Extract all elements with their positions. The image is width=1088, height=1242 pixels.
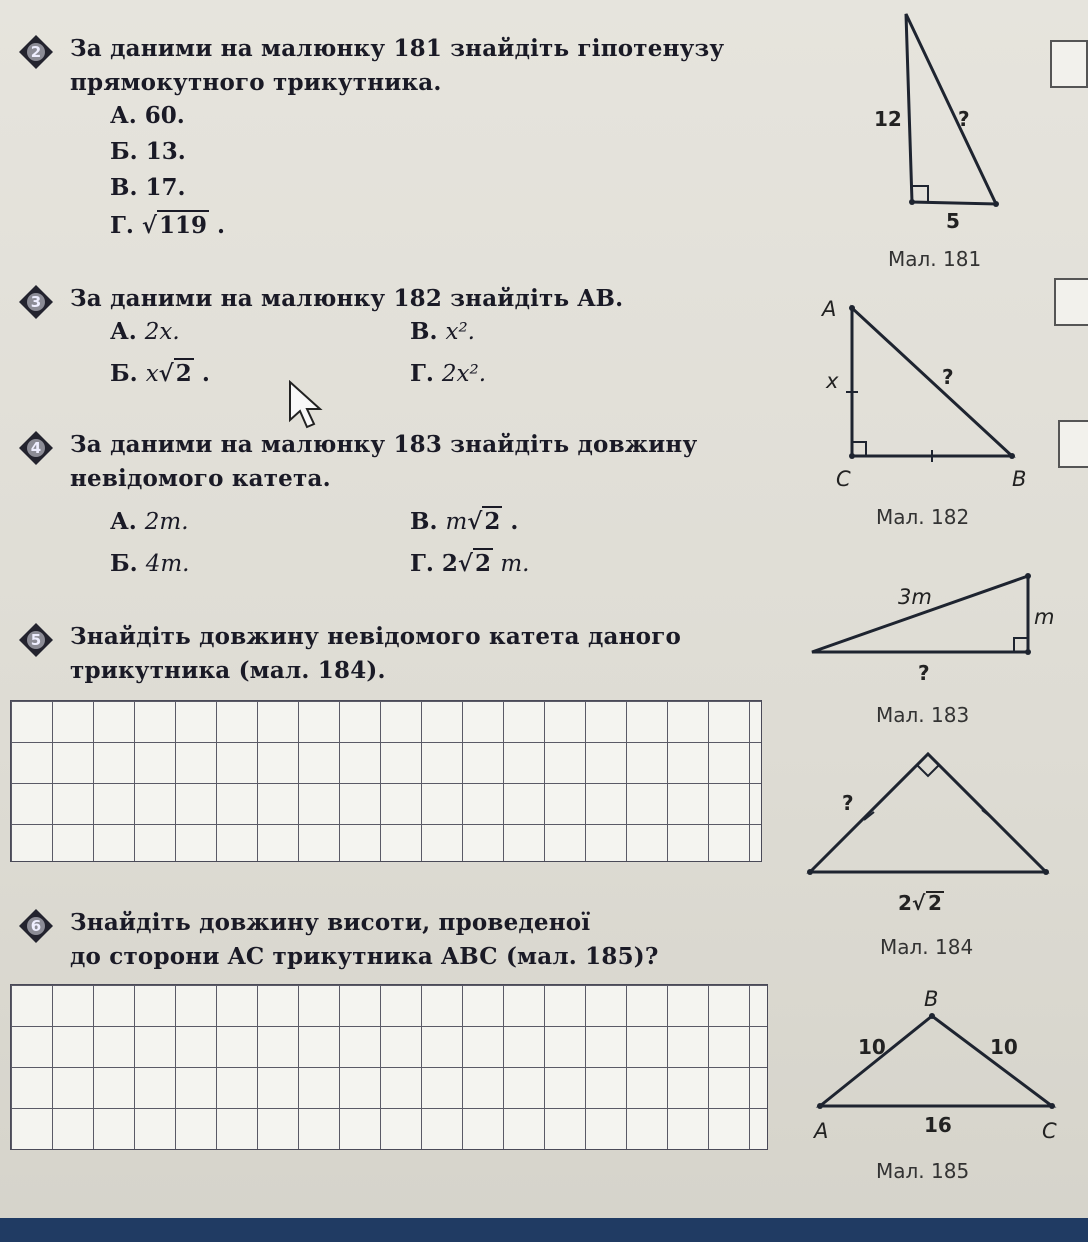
vertex-c: C [1042, 1119, 1057, 1143]
label-hypotenuse: 3m [898, 585, 932, 609]
option-b[interactable]: Б. 4m. [110, 550, 190, 577]
task-number-badge: 3 [18, 284, 54, 320]
sqrt-expression: 2√2 [441, 550, 492, 577]
vertex-b: B [1012, 467, 1027, 491]
sqrt-expression: x√2 [145, 360, 192, 387]
question-text: За даними на малюнку 182 знайдіть AB. [70, 285, 624, 312]
caption-181: Мал. 181 [888, 247, 982, 271]
option-a[interactable]: А. 2m. [110, 508, 189, 535]
figure-183 [812, 573, 1054, 727]
option-b[interactable]: Б. x√2 . [110, 358, 210, 390]
triangle-185 [820, 1016, 1052, 1106]
option-g[interactable]: Г. 2x². [410, 360, 487, 387]
label-leg: x [826, 369, 839, 393]
label-hypotenuse: ? [958, 107, 970, 131]
label-leg: m [1034, 605, 1055, 629]
triangle-181 [906, 14, 996, 204]
task-number-badge: 5 [18, 622, 54, 658]
label-leg-vertical: 12 [874, 107, 902, 131]
figure-182 [820, 297, 1026, 529]
vertex-a: A [822, 297, 837, 321]
option-v[interactable]: В. m√2 . [410, 506, 518, 538]
vertex-b: B [924, 987, 939, 1011]
sqrt-sign: √ [912, 891, 926, 915]
option-g[interactable]: Г. √119 . [110, 210, 225, 242]
right-angle-mark [912, 186, 928, 202]
label-leg-horizontal: 5 [946, 209, 960, 233]
figure-185 [812, 987, 1057, 1183]
question-text: За даними на малюнку 181 знайдіть гіпотенузу прямокутного трикутника. [70, 35, 725, 96]
label-side-ac: 16 [924, 1113, 952, 1137]
label-hypotenuse-radicand: 2 [928, 891, 942, 915]
sqrt-expression: √119 [141, 212, 208, 239]
question-text: Знайдіть довжину невідомого катета даного трикутника (мал. 184). [70, 623, 682, 684]
figure-181 [874, 14, 999, 271]
figure-184 [807, 754, 1049, 959]
option-b[interactable]: Б. 13. [110, 138, 186, 165]
screen-bottom-bar [0, 1218, 1088, 1242]
right-angle-mark [917, 765, 939, 776]
caption-184: Мал. 184 [880, 935, 974, 959]
caption-183: Мал. 183 [876, 703, 970, 727]
task-number-badge: 6 [18, 908, 54, 944]
label-hypotenuse-coef: 2 [898, 891, 912, 915]
sqrt-expression: m√2 [445, 508, 501, 535]
vertex-c: C [836, 467, 851, 491]
vertex-a: A [814, 1119, 829, 1143]
caption-182: Мал. 182 [876, 505, 970, 529]
option-v[interactable]: В. 17. [110, 174, 186, 201]
label-unknown: ? [918, 661, 930, 685]
label-leg: ? [842, 791, 854, 815]
task-number-badge: 4 [18, 430, 54, 466]
option-a[interactable]: А. 60. [110, 102, 185, 129]
option-g[interactable]: Г. 2√2 m. [410, 548, 530, 580]
label-side-bc: 10 [990, 1035, 1018, 1059]
option-a[interactable]: А. 2x. [110, 318, 180, 345]
question-text: Знайдіть довжину висоти, проведеної до сторони AC трикутника ABC (мал. 185)? [70, 909, 659, 970]
mouse-cursor-icon [288, 380, 328, 432]
label-hypotenuse: ? [942, 365, 954, 389]
caption-185: Мал. 185 [876, 1159, 970, 1183]
triangle-182 [852, 308, 1012, 456]
task-number-badge: 2 [18, 34, 54, 70]
option-v[interactable]: В. x². [410, 318, 475, 345]
label-side-ab: 10 [858, 1035, 886, 1059]
question-text: За даними на малюнку 183 знайдіть довжину невідомого катета. [70, 431, 698, 492]
